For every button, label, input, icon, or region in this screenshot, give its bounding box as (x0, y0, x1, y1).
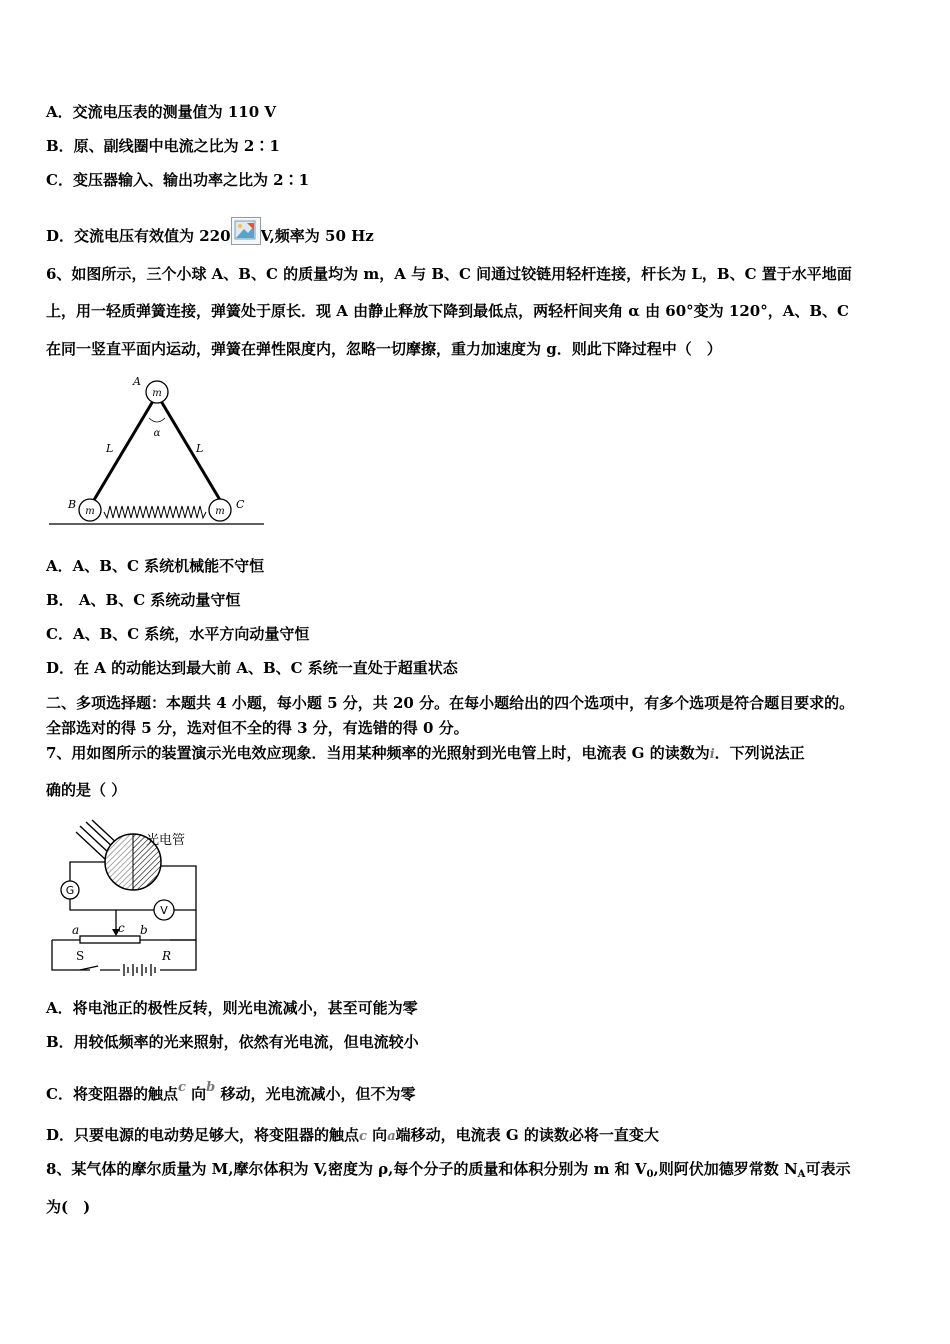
q8-stem-line-2: 为( ) (46, 1198, 91, 1216)
q6-option-c: C．A、B、C 系统，水平方向动量守恒 (46, 625, 310, 643)
spring (104, 506, 206, 518)
label-c: c (118, 921, 125, 935)
q5-option-c: C．变压器输入、输出功率之比为 2∶1 (46, 171, 310, 189)
q8-sub-a: A (797, 1169, 806, 1180)
q6-option-b: B． A、B、C 系统动量守恒 (46, 591, 241, 609)
q6-option-d: D．在 A 的动能达到最大前 A、B、C 系统一直处于超重状态 (46, 659, 458, 677)
rod-ab (94, 396, 156, 500)
q7-option-d-text-3: 端移动，电流表 G 的读数必将一直变大 (395, 1126, 659, 1144)
label-m-a: m (152, 388, 162, 399)
broken-image-icon (231, 217, 261, 245)
angle-arc (149, 418, 165, 422)
q7-stem-line-2: 确的是（ ） (46, 781, 127, 799)
label-photo-tube: 光电管 (146, 833, 186, 848)
q5-option-b: B．原、副线圈中电流之比为 2∶1 (46, 137, 280, 155)
q6-stem-line-1: 6、如图所示，三个小球 A、B、C 的质量均为 m，A 与 B、C 间通过铰链用轻杆连接，杆长为 L，B、C 置于水平地面 (46, 265, 852, 283)
q7-option-c-var-c: c (177, 1080, 186, 1095)
q7-stem-line-1 (46, 743, 805, 765)
q5-option-d-prefix: D．交流电压有效值为 220 (46, 227, 231, 245)
q8-stem-prefix: 8、某气体的摩尔质量为 M,摩尔体积为 V,密度为 ρ,每个分子的质量和体积分别为 m 和 V (46, 1160, 647, 1178)
section-2-line-1: 二、多项选择题：本题共 4 小题，每小题 5 分，共 20 分。在每小题给出的四个选项中，有多个选项是符合题目要求的。 (46, 694, 855, 712)
q7-option-c-var-b: b (206, 1080, 216, 1095)
label-v: V (160, 904, 168, 917)
q7-option-d-var-c: c (359, 1129, 367, 1144)
q5-option-d-suffix: V,频率为 50 Hz (260, 227, 374, 245)
q8-stem-mid: ,则阿伏加德罗常数 N (653, 1160, 798, 1178)
q7-option-c (46, 1078, 415, 1104)
q7-option-d-var-a: a (387, 1129, 396, 1144)
label-m-b: m (85, 506, 95, 517)
label-a: a (72, 923, 80, 937)
q7-stem-suffix: ．下列说法正 (714, 744, 805, 762)
q6-triangle-spring-figure (46, 372, 268, 530)
q7-option-d-text-1: D．只要电源的电动势足够大，将变阻器的触点 (46, 1126, 360, 1144)
q7-option-c-text-1: C．将变阻器的触点 (46, 1085, 178, 1103)
q5-option-a: A．交流电压表的测量值为 110 V (46, 103, 277, 121)
q6-stem-line-3: 在同一竖直平面内运动，弹簧在弹性限度内，忽略一切摩擦，重力加速度为 g．则此下降过程中（ ） (46, 340, 722, 358)
q7-option-a: A．将电池正的极性反转，则光电流减小，甚至可能为零 (46, 999, 418, 1017)
label-a: A (133, 375, 141, 388)
q7-option-b: B．用较低频率的光来照射，依然有光电流，但电流较小 (46, 1033, 419, 1051)
label-b: B (68, 498, 77, 511)
q5-option-d (46, 217, 374, 246)
q8-sub-0: 0 (646, 1169, 654, 1180)
rheostat (80, 936, 140, 943)
q7-option-c-text-2: 向 (191, 1085, 207, 1103)
label-m-c: m (215, 506, 225, 517)
label-g: G (65, 884, 75, 897)
label-alpha: α (153, 428, 161, 439)
q7-stem-prefix: 7、用如图所示的装置演示光电效应现象．当用某种频率的光照射到光电管上时，电流表 G 的读数为 (46, 744, 710, 762)
label-s: S (76, 949, 85, 963)
q6-stem-line-2: 上，用一轻质弹簧连接，弹簧处于原长．现 A 由静止释放下降到最低点，两轻杆间夹角 α 由 60°变为 120°，A、B、C (46, 302, 849, 320)
label-l-right: L (196, 442, 204, 455)
q7-var-i: i (709, 747, 715, 762)
q7-option-d (46, 1125, 659, 1147)
q6-option-a: A．A、B、C 系统机械能不守恒 (46, 557, 265, 575)
q8-stem-suffix: 可表示 (805, 1160, 851, 1178)
label-l-left: L (106, 442, 114, 455)
label-b: b (140, 923, 148, 937)
q7-photoelectric-circuit-figure (50, 818, 210, 976)
section-2-line-2: 全部选对的得 5 分，选对但不全的得 3 分，有选错的得 0 分。 (46, 719, 469, 737)
q7-option-d-text-2: 向 (372, 1126, 388, 1144)
rod-ac (158, 396, 220, 500)
label-r: R (162, 949, 172, 963)
q7-option-c-text-3: 移动，光电流减小，但不为零 (220, 1085, 416, 1103)
label-c: C (236, 498, 245, 511)
q8-stem-line-1 (46, 1159, 850, 1185)
